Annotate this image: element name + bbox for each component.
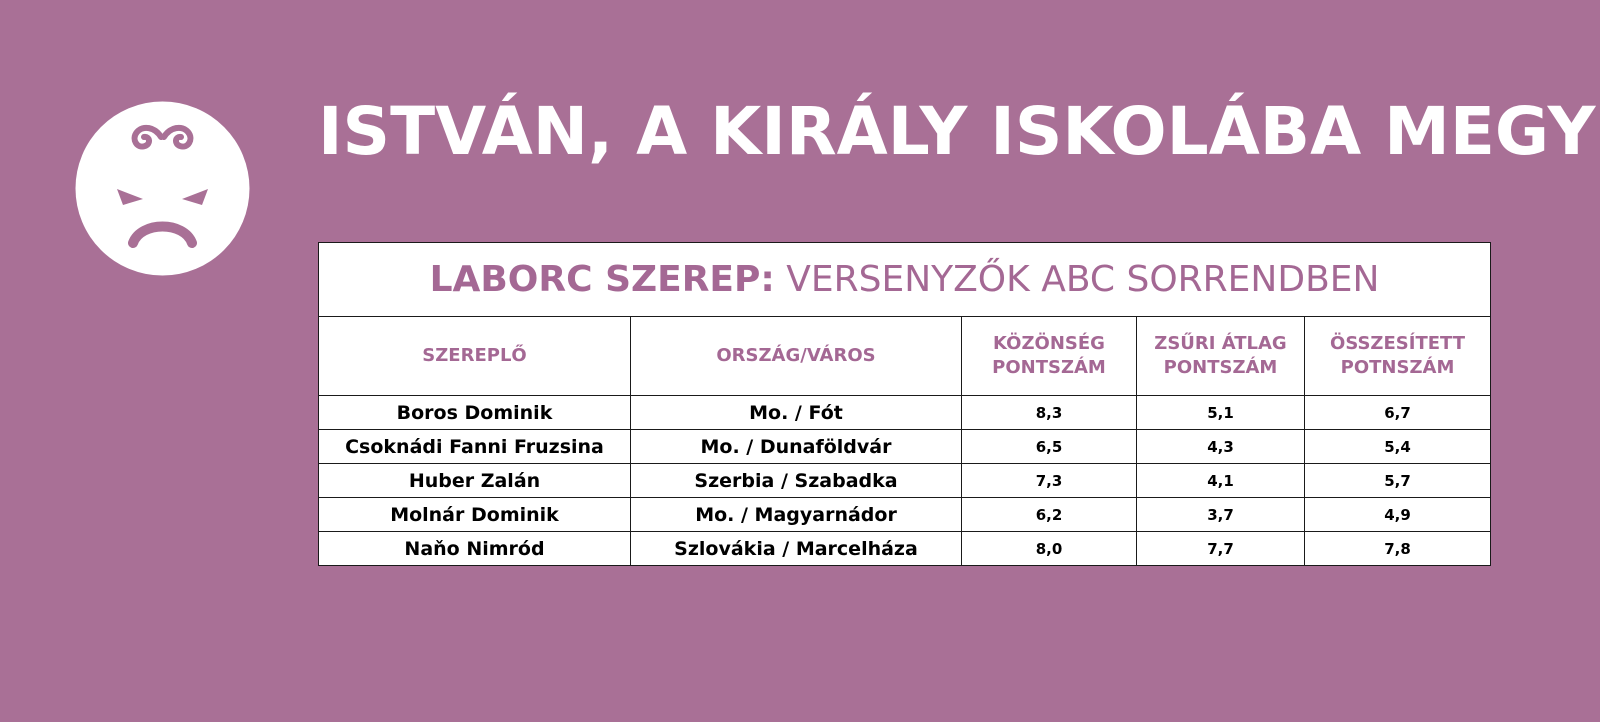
cell-name: Boros Dominik [319,396,631,430]
results-table-container [318,242,1490,566]
cell-jury-score: 3,7 [1137,498,1305,532]
cell-location: Mo. / Dunaföldvár [631,430,962,464]
cell-audience-score: 6,5 [962,430,1137,464]
frowning-face-icon [75,101,250,276]
table-header-row [319,317,1491,396]
header-total-score [1305,317,1491,396]
header-line: POTNSZÁM [1340,357,1455,378]
header-line: KÖZÖNSÉG [993,333,1105,354]
table-row [319,464,1491,498]
header-audience-score [962,317,1137,396]
caption-bold: LABORC SZEREP: [429,259,775,300]
caption-rest: VERSENYZŐK ABC SORRENDBEN [774,259,1380,300]
header-jury-average [1137,317,1305,396]
cell-audience-score: 6,2 [962,498,1137,532]
table-caption-row [319,243,1491,317]
cell-audience-score: 8,3 [962,396,1137,430]
cell-total-score: 4,9 [1305,498,1491,532]
cell-total-score: 5,7 [1305,464,1491,498]
cell-location: Szerbia / Szabadka [631,464,962,498]
table-row [319,396,1491,430]
header-country-city [631,317,962,396]
cell-total-score: 6,7 [1305,396,1491,430]
cell-name: Huber Zalán [319,464,631,498]
cell-jury-score: 4,3 [1137,430,1305,464]
cell-total-score: 7,8 [1305,532,1491,566]
results-table [318,242,1491,566]
header-character [319,317,631,396]
cell-name: Molnár Dominik [319,498,631,532]
cell-location: Mo. / Fót [631,396,962,430]
header-line: ZSŰRI ÁTLAG [1154,333,1287,354]
header-line: ORSZÁG/VÁROS [716,345,876,366]
header-line: ÖSSZESÍTETT [1330,333,1465,354]
cell-name: Naňo Nimród [319,532,631,566]
table-row [319,430,1491,464]
table-caption [319,243,1491,317]
cell-jury-score: 7,7 [1137,532,1305,566]
cell-location: Mo. / Magyarnádor [631,498,962,532]
table-row [319,498,1491,532]
cell-audience-score: 7,3 [962,464,1137,498]
header-line: SZEREPLŐ [422,345,527,366]
page-title: ISTVÁN, A KIRÁLY ISKOLÁBA MEGY [318,93,1596,170]
cell-jury-score: 4,1 [1137,464,1305,498]
cell-name: Csoknádi Fanni Fruzsina [319,430,631,464]
cell-total-score: 5,4 [1305,430,1491,464]
table-row [319,532,1491,566]
header-line: PONTSZÁM [1163,357,1278,378]
cell-jury-score: 5,1 [1137,396,1305,430]
cell-location: Szlovákia / Marcelháza [631,532,962,566]
header-line: PONTSZÁM [992,357,1106,378]
cell-audience-score: 8,0 [962,532,1137,566]
